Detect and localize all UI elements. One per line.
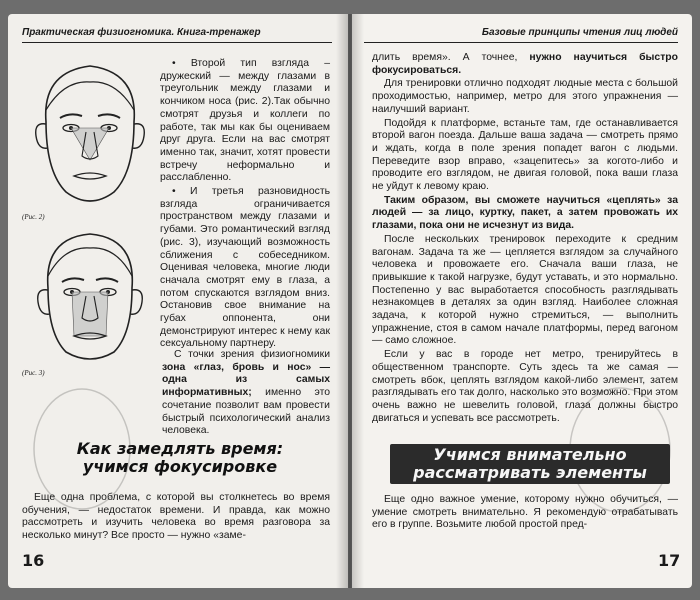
paragraph: Если у вас в городе нет метро, тренируйтесь в общественном транспорте. Суть здесь та же самая — смотреть вбок, цеплять взглядом какой-либо элемент, затем разглядывать его так долго, насколько это возможно. При этом очень важно не шевелить головой, глаза должны быстро двигаться и успевать все рассмотреть. — [372, 349, 678, 424]
paragraph: • Второй тип взгляда – дружеский — между глазами в треугольник между глазами и кончиком носа (рис. 2).Так обычно смотрят друзья и коллеги по работе, так мы как бы оцениваем друг друга. Если на вас смотрят именно так, значит, хотят провести встречу неформально и расслабленно. — [160, 58, 330, 184]
left-section-heading: Как замедлять время: учимся фокусировке — [76, 439, 284, 476]
paragraph: Для тренировки отлично подходят людные места с большой проходимостью, например, метро для этого упражнения — наилучший вариант. — [372, 78, 678, 115]
right-text-block-2 — [372, 494, 678, 533]
caption-fig2: (Рис. 2) — [22, 213, 45, 221]
paragraph: Еще одна проблема, с которой вы столкнетесь во время обучения, — недостаток времени. И правда, как можно рассмотреть и изучить человека во время разговора за несколько минут? Все просто — нужно «заме- — [22, 492, 330, 542]
right-running-head: Базовые принципы чтения лиц людей — [364, 26, 678, 43]
caption-fig3: (Рис. 3) — [22, 369, 45, 377]
paragraph: длить время». А точнее, нужно научиться быстро фокусироваться. — [372, 52, 678, 76]
left-running-head: Практическая физиогномика. Книга-тренажер — [22, 26, 332, 43]
right-text-block-1 — [372, 52, 678, 426]
paragraph: Подойдя к платформе, встаньте там, где останавливается второй вагон поезда. Дальше ваша задача — смотреть прямо и ждать, когда в поле зрения попадет вагон с людьми. Переведите взор вправо, «зацепитесь» за когото-либо и проводите его взглядом, не двигая головой, пока ваши глаза не уйдут к левому краю. — [372, 117, 678, 193]
face-illustration-fig3 — [24, 224, 156, 366]
page-number-right: 17 — [658, 551, 681, 570]
paragraph: С точки зрения физиогномики зона «глаз, бровь и нос» — одна из самых информативных; именно это сочетание позволит вам провести быстрый психологический анализ человека. — [162, 349, 330, 437]
paragraph: Таким образом, вы сможете научиться «цеплять» за людей — за лицо, куртку, пакет, а затем провожать их глазами, пока они не исчезнут из вида. — [372, 194, 678, 232]
left-text-block-2 — [22, 349, 330, 439]
right-section-heading: Учимся внимательно рассматривать элементы — [413, 445, 647, 482]
page-number-left: 16 — [22, 551, 45, 570]
face-illustration-fig2 — [24, 52, 156, 210]
left-text-block-3 — [22, 492, 330, 544]
paragraph: • И третья разновидность взгляда ограничивается пространством между глазами и губами. Это романтический взгляд (рис. 3), изучающий возможность сближения с собеседником. Оценивая человека, многие люди сначала смотрят ему в глаза, а потом спускаются взглядом вниз. Остановив свое внимание на губах оппонента, они демонстрируют интерес к нему как сексуальному партнеру. — [160, 186, 330, 350]
paragraph: После нескольких тренировок переходите к средним вагонам. Задача та же — цепляется взглядом за случайного человека и провожаете его. Сначала ваши глаза, не привыкшие к такой нагрузке, будут уставать, и это нормально. Постепенно у вас выработается способность разглядывать незнакомцев в деталях за один взгляд. Наиболее сложная задача, к которой нужно стремиться, — выполнить упражнение, стоя в самом начале платформы, перед вагоном — само сложное. — [372, 233, 678, 347]
left-text-block-1 — [160, 58, 330, 352]
paragraph: Еще одно важное умение, которому нужно обучиться, — умение смотреть внимательно. Я рекомендую отрабатывать его в группе. Возьмите любой простой пред- — [372, 494, 678, 531]
